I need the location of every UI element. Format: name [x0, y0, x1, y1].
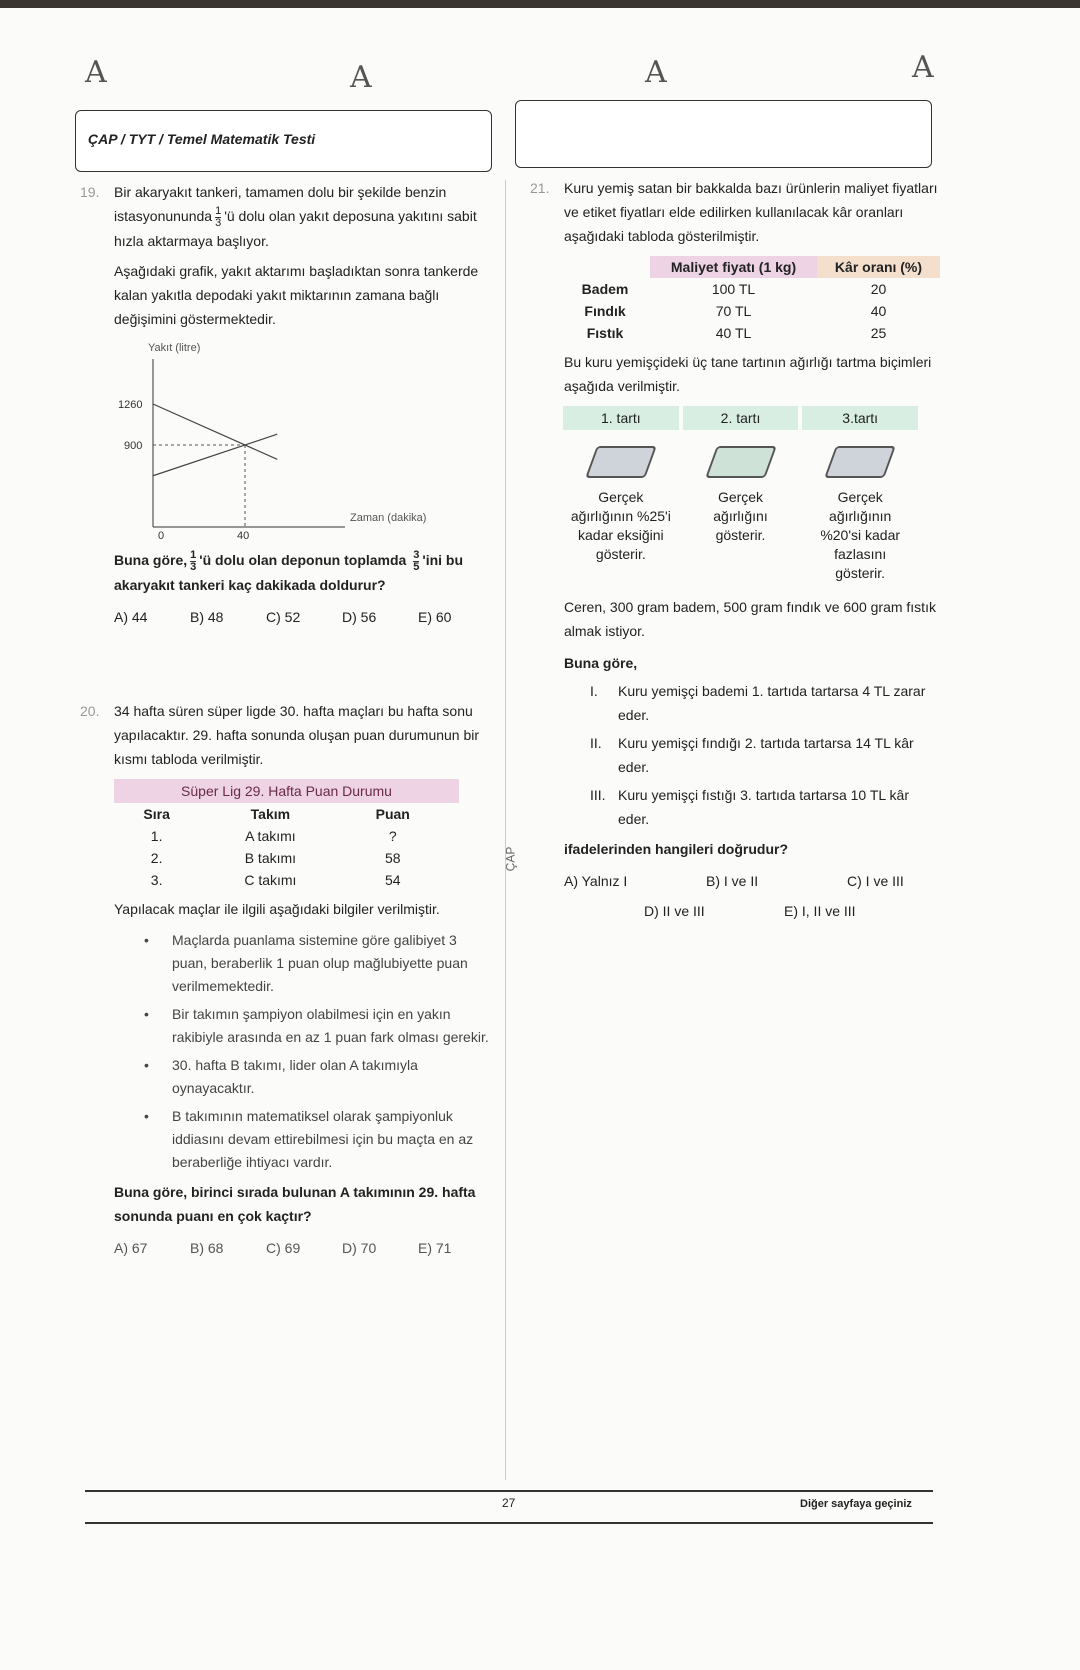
tanker-line: [153, 404, 277, 459]
statement: II. Kuru yemişçi fındığı 2. tartıda tartarsa 14 TL kâr eder.: [590, 735, 914, 775]
question-number: 19.: [80, 184, 100, 200]
option-e[interactable]: E) 60: [418, 608, 452, 625]
option-d[interactable]: D) 70: [342, 1239, 377, 1256]
scale-label: 2. tartı: [683, 406, 799, 430]
q20-options: [80, 1236, 495, 1260]
q19-question: Buna göre, $\frac{1}{3}$ 'ü dolu olan deponun toplamda $\frac{3}{5}$ 'ini bu akaryakıt tankeri kaç dakikada doldurur?: [114, 548, 464, 593]
column-divider: [505, 180, 506, 1480]
fuel-chart: [110, 337, 470, 542]
empty-header-box: [515, 100, 932, 168]
option-c[interactable]: C) 52: [266, 608, 301, 625]
scale-1: [563, 406, 679, 583]
table-row: 1. A takımı ?: [150, 827, 397, 844]
next-page-note: Diğer sayfaya geçiniz: [800, 1498, 912, 1510]
booklet-mark: A: [912, 50, 934, 85]
q19-text: istasyonununda: [114, 208, 213, 224]
depot-line: [153, 434, 277, 476]
question-21: [530, 176, 940, 929]
q21-lead: Buna göre,: [564, 655, 638, 671]
table-row: 2. B takımı 58: [150, 849, 401, 866]
table-row: Fındık 70 TL 40: [584, 303, 887, 319]
x-axis-label: Zaman (dakika): [350, 511, 427, 524]
scale-label: 1. tartı: [563, 406, 679, 430]
question-19: [80, 180, 495, 629]
q20-text: 34 hafta süren süper ligde 30. hafta maçları bu hafta sonu yapılacaktır. 29. hafta sonunda oluşan puan durumunun bir kısmı tabloda verilmiştir.: [114, 702, 480, 767]
scale-desc: Gerçek ağırlığını gösterir.: [713, 489, 768, 543]
col-header: Kâr oranı (%): [817, 256, 940, 278]
q19-text: sabit hızla aktarmaya başlıyor.: [114, 208, 477, 249]
col-header: Puan: [375, 805, 410, 822]
q21-text: Kuru yemiş satan bir bakkalda bazı ürünlerin maliyet fiyatları ve etiket fiyatları elde edilirken kullanılacak kâr oranları aşağıdaki tabloda gösterilmiştir.: [564, 180, 938, 244]
option-e[interactable]: E) I, II ve III: [784, 903, 856, 919]
scale-3: [802, 406, 918, 583]
col-header: Sıra: [143, 805, 170, 822]
scale-icon: [705, 446, 777, 478]
scale-icon: [585, 446, 657, 478]
scale-icon: [824, 446, 896, 478]
option-b[interactable]: B) 68: [190, 1239, 224, 1256]
option-a[interactable]: A) Yalnız I: [564, 873, 628, 889]
option-b[interactable]: B) 48: [190, 608, 224, 625]
q21-options: [530, 869, 940, 929]
league-table-wrap: [80, 779, 495, 891]
left-column: [80, 180, 495, 1260]
scale-desc: Gerçek ağırlığının %25'i kadar eksiğini gösterir.: [570, 489, 671, 562]
statement: III. Kuru yemişçi fıstığı 3. tartıda tartarsa 10 TL kâr eder.: [590, 787, 910, 827]
statement: I. Kuru yemişçi bademi 1. tartıda tartarsa 4 TL zarar eder.: [590, 683, 926, 723]
q20-info: Yapılacak maçlar ile ilgili aşağıdaki bilgiler verilmiştir.: [114, 900, 440, 917]
y-axis-label: Yakıt (litre): [148, 341, 201, 354]
test-title-box: [75, 110, 492, 172]
table-row: Badem 100 TL 20: [581, 281, 887, 297]
q20-question: Buna göre, birinci sırada bulunan A takımının 29. hafta sonunda puanı en çok kaçtır?: [114, 1183, 476, 1224]
q19-text: Aşağıdaki grafik, yakıt aktarımı başladıktan sonra tankerde kalan yakıtla depodaki yakıt miktarının zamana bağlı değişimini göstermektedir.: [114, 262, 479, 327]
q19-options: [80, 605, 495, 629]
scale-2: [683, 406, 799, 583]
bullet-item: • Bir takımın şampiyon olabilmesi için en yakın rakibiyle arasında en az 1 puan fark olması gerekir.: [144, 1003, 495, 1049]
col-header: Takım: [250, 805, 291, 822]
price-table: [560, 256, 940, 344]
x-tick: 40: [237, 529, 250, 542]
booklet-mark: A: [85, 55, 107, 90]
scale-desc: Gerçek ağırlığının %20'si kadar fazlasını gösterir.: [820, 489, 901, 581]
q20-bullets: [80, 929, 495, 1174]
table-row: 3. C takımı 54: [150, 871, 401, 888]
league-table: [114, 803, 444, 891]
footer-rule: [85, 1490, 933, 1492]
side-label: ÇAP: [503, 846, 518, 872]
bullet-item: • Maçlarda puanlama sistemine göre galibiyet 3 puan, beraberlik 1 puan olup mağlubiyette puan verilmemektedir.: [144, 929, 495, 998]
statements: [530, 679, 940, 831]
question-number: 20.: [80, 702, 100, 719]
option-e[interactable]: E) 71: [418, 1239, 452, 1256]
y-tick: 900: [124, 439, 143, 452]
option-c[interactable]: C) I ve III: [847, 873, 904, 889]
bullet-item: • B takımının matematiksel olarak şampiyonluk iddiasını devam ettirebilmesi için bu maçta en az beraberliğe ihtiyacı vardır.: [144, 1105, 495, 1174]
booklet-mark: A: [350, 60, 372, 95]
option-a[interactable]: A) 44: [114, 608, 148, 625]
scales: [563, 406, 918, 583]
question-20: [80, 699, 495, 1260]
question-number: 21.: [530, 180, 550, 196]
q19-text-block: [80, 204, 495, 253]
bullet-item: • 30. hafta B takımı, lider olan A takımıyla oynayacaktır.: [144, 1054, 495, 1100]
option-b[interactable]: B) I ve II: [706, 873, 759, 889]
table-row: Fıstık 40 TL 25: [586, 325, 887, 341]
option-c[interactable]: C) 69: [266, 1239, 301, 1256]
option-a[interactable]: A) 67: [114, 1239, 148, 1256]
option-d[interactable]: D) II ve III: [644, 903, 705, 919]
booklet-mark: A: [645, 55, 667, 90]
fraction: $\frac{1}{3}$: [215, 204, 222, 229]
page-number: 27: [502, 1496, 516, 1510]
q21-question: ifadelerinden hangileri doğrudur?: [564, 841, 789, 857]
scale-label: 3.tartı: [802, 406, 918, 430]
test-title: ÇAP / TYT / Temel Matematik Testi: [88, 131, 316, 147]
q19-text: Bir akaryakıt tankeri, tamamen dolu bir şekilde benzin: [114, 184, 447, 200]
photo-top-edge: [0, 0, 1080, 8]
scale-intro: Bu kuru yemişçideki üç tane tartının ağırlığı tartma biçimleri aşağıda verilmiştir.: [564, 354, 932, 394]
x-tick: 0: [158, 529, 165, 542]
purchase-text: Ceren, 300 gram badem, 500 gram fındık ve 600 gram fıstık almak istiyor.: [564, 599, 936, 639]
option-d[interactable]: D) 56: [342, 608, 377, 625]
y-tick: 1260: [118, 398, 143, 411]
footer-rule: [85, 1522, 933, 1524]
league-table-title: Süper Lig 29. Hafta Puan Durumu: [114, 779, 459, 803]
col-header: Maliyet fiyatı (1 kg): [650, 256, 817, 278]
q19-text: 'ü dolu olan yakıt deposuna yakıtını: [224, 208, 444, 224]
